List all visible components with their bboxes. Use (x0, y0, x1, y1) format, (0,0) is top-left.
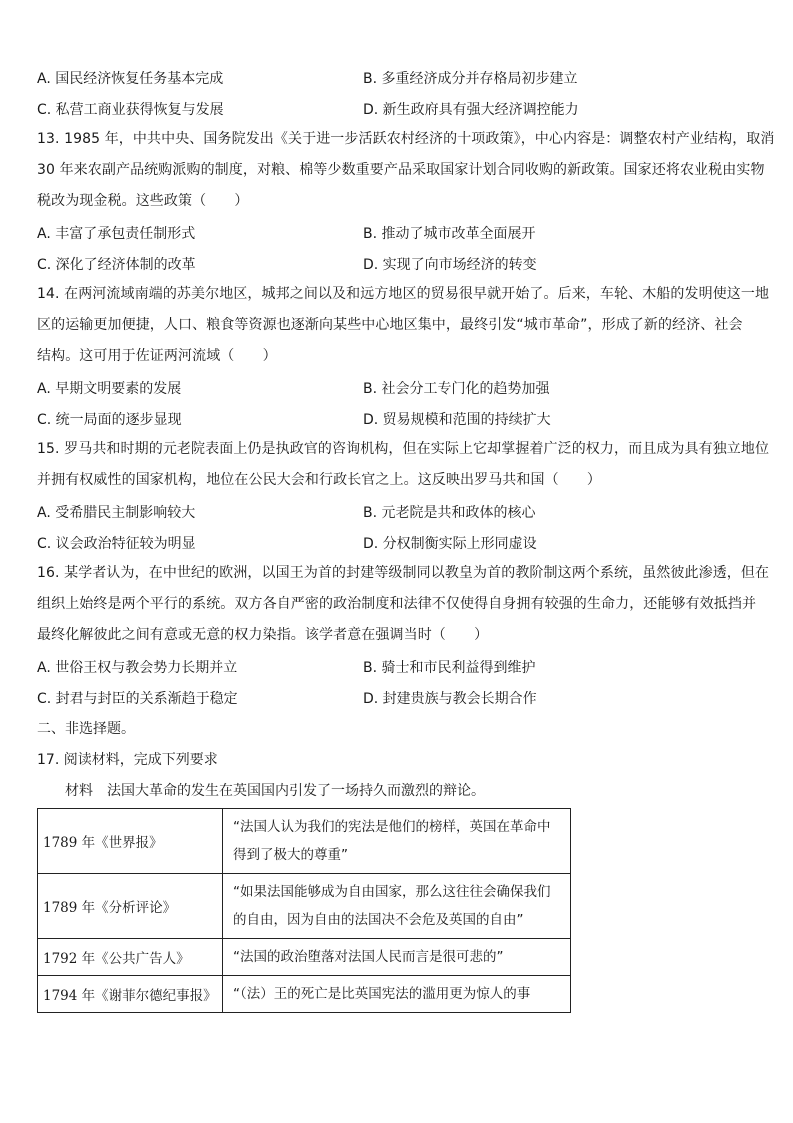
option-d[interactable]: D. 贸易规模和范围的持续扩大 (363, 411, 551, 428)
material-intro: 材料 法国大革命的发生在英国国内引发了一场持久而激烈的辩论。 (65, 783, 485, 799)
question-text-line: 组织上始终是两个平行的系统。双方各自严密的政治制度和法律不仅使得自身拥有较强的生命力，还能够有效抵挡并 (37, 596, 757, 612)
option-c[interactable]: C. 统一局面的逐步显现 (37, 411, 182, 428)
question-text-line: 税改为现金税。这些政策（ ） (37, 193, 249, 209)
option-b[interactable]: B. 多重经济成分并存格局初步建立 (363, 70, 578, 87)
option-c[interactable]: C. 封君与封臣的关系渐趋于稳定 (37, 690, 238, 707)
option-d[interactable]: D. 新生政府具有强大经济调控能力 (363, 101, 579, 118)
question-15 (37, 434, 770, 558)
question-stem: 17. 阅读材料，完成下列要求 (37, 752, 218, 768)
table-cell-quote: “法国人认为我们的宪法是他们的榜样，英国在革命中得到了极大的尊重” (223, 809, 571, 874)
table-cell-quote: “法国的政治堕落对法国人民而言是很可悲的” (223, 939, 571, 976)
question-text-line: 15. 罗马共和时期的元老院表面上仍是执政官的咨询机构，但在实际上它却掌握着广泛的权力，而且成为具有独立地位 (37, 441, 770, 457)
section-heading: 二、非选择题。 (37, 721, 135, 737)
options-row (37, 217, 757, 248)
table-cell-source: 1792 年《公共广告人》 (38, 939, 223, 976)
option-d[interactable]: D. 封建贵族与教会长期合作 (363, 690, 537, 707)
option-a[interactable]: A. 国民经济恢复任务基本完成 (37, 70, 224, 87)
question-text-line: 最终化解彼此之间有意或无意的权力染指。该学者意在强调当时（ ） (37, 627, 489, 643)
option-a[interactable]: A. 受希腊民主制影响较大 (37, 504, 196, 521)
options-row (37, 248, 757, 279)
table-cell-source: 1794 年《谢菲尔德纪事报》 (38, 976, 223, 1013)
table-cell-source: 1789 年《世界报》 (38, 809, 223, 874)
table-cell-quote: “（法）王的死亡是比英国宪法的滥用更为惊人的事 (223, 976, 571, 1013)
options-row (37, 527, 757, 558)
option-c[interactable]: C. 深化了经济体制的改革 (37, 256, 196, 273)
question-13 (37, 124, 775, 279)
q12-options-row-2 (37, 93, 757, 124)
option-b[interactable]: B. 推动了城市改革全面展开 (363, 225, 536, 242)
question-14 (37, 279, 770, 434)
option-c[interactable]: C. 议会政治特征较为明显 (37, 535, 196, 552)
options-row (37, 403, 757, 434)
options-row (37, 651, 757, 682)
question-text-line: 结构。这可用于佐证两河流域（ ） (37, 348, 277, 364)
table-cell-quote: “如果法国能够成为自由国家，那么这往往会确保我们的自由，因为自由的法国决不会危及英国的自由” (223, 874, 571, 939)
question-text-line: 区的运输更加便捷，人口、粮食等资源也逐渐向某些中心地区集中，最终引发“城市革命”，形成了新的经济、社会 (37, 317, 743, 333)
options-row (37, 682, 757, 713)
option-a[interactable]: A. 丰富了承包责任制形式 (37, 225, 196, 242)
exam-page (37, 62, 775, 1013)
question-text-line: 14. 在两河流域南端的苏美尔地区，城邦之间以及和远方地区的贸易很早就开始了。后来，车轮、木船的发明使这一地 (37, 286, 770, 302)
question-text-line: 30 年来农副产品统购派购的制度，对粮、棉等少数重要产品采取国家计划合同收购的新政策。国家还将农业税由实物 (37, 162, 765, 178)
options-row (37, 372, 757, 403)
material-table (37, 808, 571, 1013)
option-d[interactable]: D. 分权制衡实际上形同虚设 (363, 535, 537, 552)
option-b[interactable]: B. 骑士和市民利益得到维护 (363, 659, 536, 676)
table-row (38, 874, 571, 939)
option-a[interactable]: A. 早期文明要素的发展 (37, 380, 182, 397)
question-16 (37, 558, 770, 713)
option-b[interactable]: B. 社会分工专门化的趋势加强 (363, 380, 550, 397)
table-row (38, 976, 571, 1013)
option-d[interactable]: D. 实现了向市场经济的转变 (363, 256, 537, 273)
table-row (38, 809, 571, 874)
option-a[interactable]: A. 世俗王权与教会势力长期并立 (37, 659, 238, 676)
options-row (37, 496, 757, 527)
table-cell-source: 1789 年《分析评论》 (38, 874, 223, 939)
question-text-line: 13. 1985 年，中共中央、国务院发出《关于进一步活跃农村经济的十项政策》，中心内容是：调整农村产业结构，取消 (37, 131, 775, 147)
option-b[interactable]: B. 元老院是共和政体的核心 (363, 504, 536, 521)
option-c[interactable]: C. 私营工商业获得恢复与发展 (37, 101, 224, 118)
question-17 (37, 745, 757, 1013)
question-text-line: 16. 某学者认为，在中世纪的欧洲，以国王为首的封建等级制同以教皇为首的教阶制这两个系统，虽然彼此渗透，但在 (37, 565, 770, 581)
q12-options-row-1 (37, 62, 757, 93)
table-row (38, 939, 571, 976)
question-text-line: 并拥有权威性的国家机构，地位在公民大会和行政长官之上。这反映出罗马共和国（ ） (37, 472, 601, 488)
